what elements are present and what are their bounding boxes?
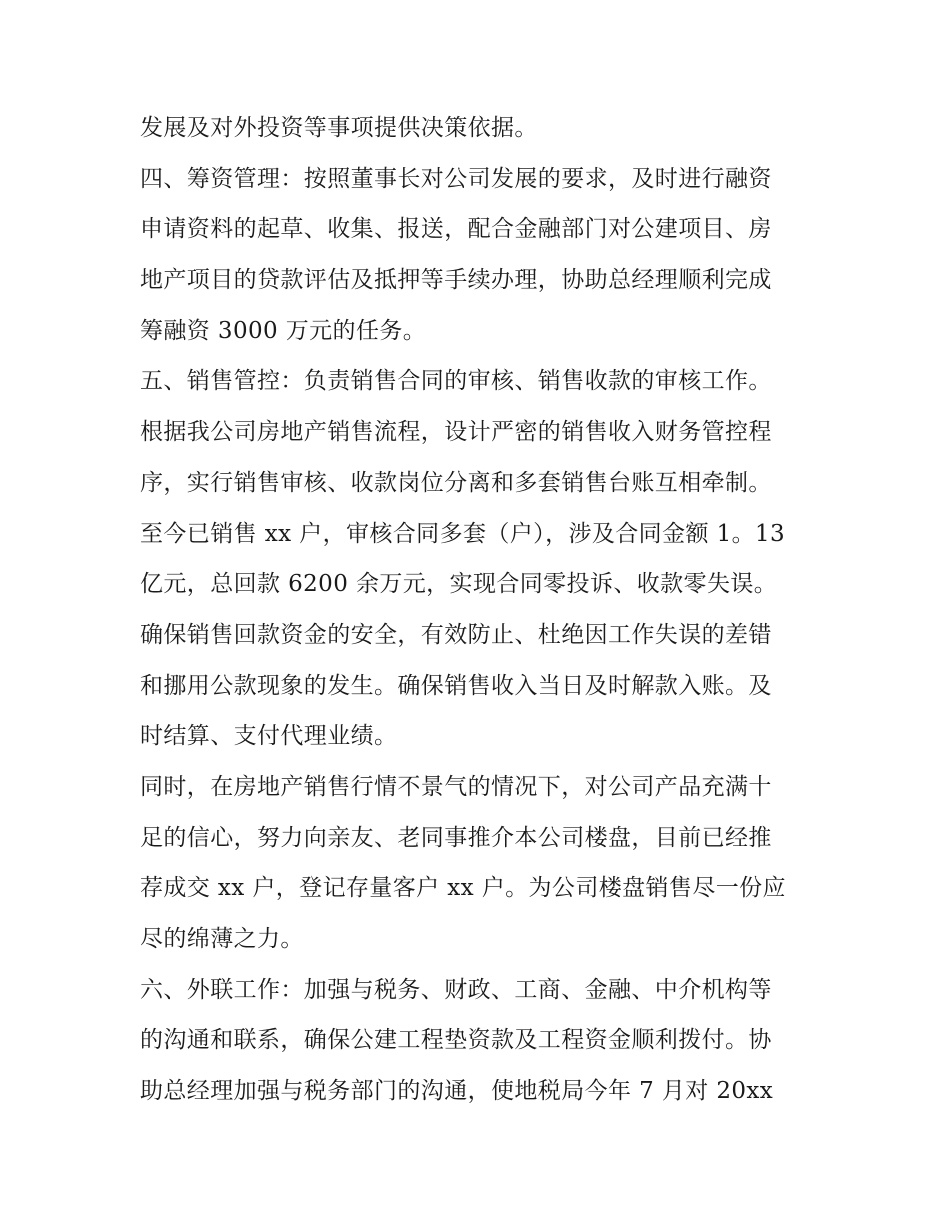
text-line: 同时，在房地产销售行情不景气的情况下，对公司产品充满十 — [140, 773, 772, 800]
text-line: 荐成交 xx 户，登记存量客户 xx 户。为公司楼盘销售尽一份应 — [140, 875, 786, 902]
text-line: 四、筹资管理：按照董事长对公司发展的要求，及时进行融资 — [140, 165, 772, 192]
text-line: 地产项目的贷款评估及抵押等手续办理，协助总经理顺利完成 — [140, 267, 772, 294]
text-line: 根据我公司房地产销售流程，设计严密的销售收入财务管控程 — [140, 419, 772, 446]
text-line: 至今已销售 xx 户，审核合同多套（户），涉及合同金额 1。13 — [140, 520, 786, 547]
text-line: 五、销售管控：负责销售合同的审核、销售收款的审核工作。 — [140, 368, 772, 395]
text-line: 六、外联工作：加强与税务、财政、工商、金融、中介机构等 — [140, 976, 772, 1003]
text-line: 时结算、支付代理业绩。 — [140, 723, 398, 750]
text-line: 的沟通和联系，确保公建工程垫资款及工程资金顺利拨付。协 — [140, 1027, 772, 1054]
text-line: 助总经理加强与税务部门的沟通，使地税局今年 7 月对 20xx — [140, 1078, 774, 1105]
text-line: 尽的绵薄之力。 — [140, 926, 304, 952]
text-line: 和挪用公款现象的发生。确保销售收入当日及时解款入账。及 — [140, 672, 772, 699]
text-line: 足的信心，努力向亲友、老同事推介本公司楼盘，目前已经推 — [140, 824, 772, 851]
text-line: 发展及对外投资等事项提供决策依据。 — [140, 115, 538, 141]
text-line: 申请资料的起草、收集、报送，配合金融部门对公建项目、房 — [140, 216, 772, 243]
text-line: 序，实行销售审核、收款岗位分离和多套销售台账互相牵制。 — [140, 469, 772, 496]
text-line: 筹融资 3000 万元的任务。 — [140, 317, 427, 344]
document-body — [140, 103, 820, 1117]
text-line: 确保销售回款资金的安全，有效防止、杜绝因工作失误的差错 — [140, 621, 772, 648]
text-line: 亿元，总回款 6200 余万元，实现合同零投诉、收款零失误。 — [140, 571, 778, 598]
